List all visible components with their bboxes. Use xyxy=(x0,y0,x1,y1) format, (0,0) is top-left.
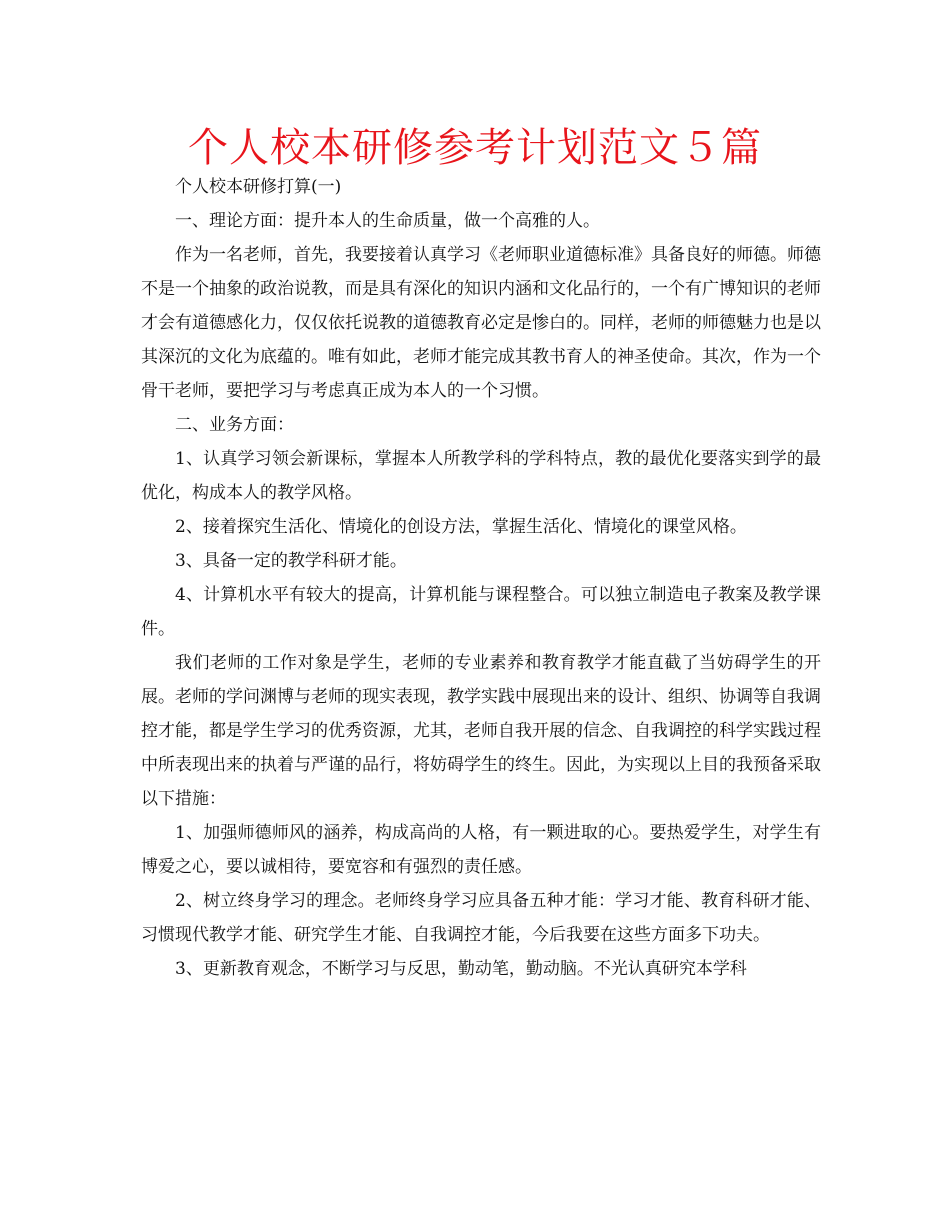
paragraph-business-item-1: 1、认真学习领会新课标，掌握本人所教学科的学科特点，教的最优化要落实到学的最优化，构成本人的教学风格。 xyxy=(141,449,821,503)
paragraph-measure-1: 1、加强师德师风的涵养，构成高尚的人格，有一颗进取的心。要热爱学生，对学生有博爱之心，要以诚相待，要宽容和有强烈的责任感。 xyxy=(141,823,821,877)
document-body xyxy=(141,170,821,986)
paragraph-teacher-ethics: 作为一名老师，首先，我要接着认真学习《老师职业道德标准》具备良好的师德。师德不是一个抽象的政治说教，而是具有深化的知识内涵和文化品行的，一个有广博知识的老师才会有道德感化力，仅仅依托说教的道德教育必定是惨白的。同样，老师的师德魅力也是以其深沉的文化为底蕴的。唯有如此，老师才能完成其教书育人的神圣使命。其次，作为一个骨干老师，要把学习与考虑真正成为本人的一个习惯。 xyxy=(141,245,821,401)
paragraph-measure-2: 2、树立终身学习的理念。老师终身学习应具备五种才能：学习才能、教育科研才能、习惯现代教学才能、研究学生才能、自我调控才能，今后我要在这些方面多下功夫。 xyxy=(141,891,821,945)
paragraph-measure-3: 3、更新教育观念，不断学习与反思，勤动笔，勤动脑。不光认真研究本学科 xyxy=(175,959,747,979)
paragraph-business-item-2: 2、接着探究生活化、情境化的创设方法，掌握生活化、情境化的课堂风格。 xyxy=(175,517,747,537)
paragraph-business-heading: 二、业务方面： xyxy=(175,415,294,435)
paragraph-business-item-3: 3、具备一定的教学科研才能。 xyxy=(175,551,407,571)
document-title: 个人校本研修参考计划范文５篇 xyxy=(188,125,762,171)
paragraph-business-item-4: 4、计算机水平有较大的提高，计算机能与课程整合。可以独立制造电子教案及教学课件。 xyxy=(141,585,821,639)
paragraph-subtitle: 个人校本研修打算(一) xyxy=(175,177,342,197)
paragraph-theory-heading: 一、理论方面：提升本人的生命质量，做一个高雅的人。 xyxy=(175,211,600,231)
paragraph-work-object: 我们老师的工作对象是学生，老师的专业素养和教育教学才能直截了当妨碍学生的开展。老师的学问渊博与老师的现实表现，教学实践中展现出来的设计、组织、协调等自我调控才能，都是学生学习的优秀资源，尤其，老师自我开展的信念、自我调控的科学实践过程中所表现出来的执着与严谨的品行，将妨碍学生的终生。因此，为实现以上目的我预备采取以下措施： xyxy=(141,653,821,809)
